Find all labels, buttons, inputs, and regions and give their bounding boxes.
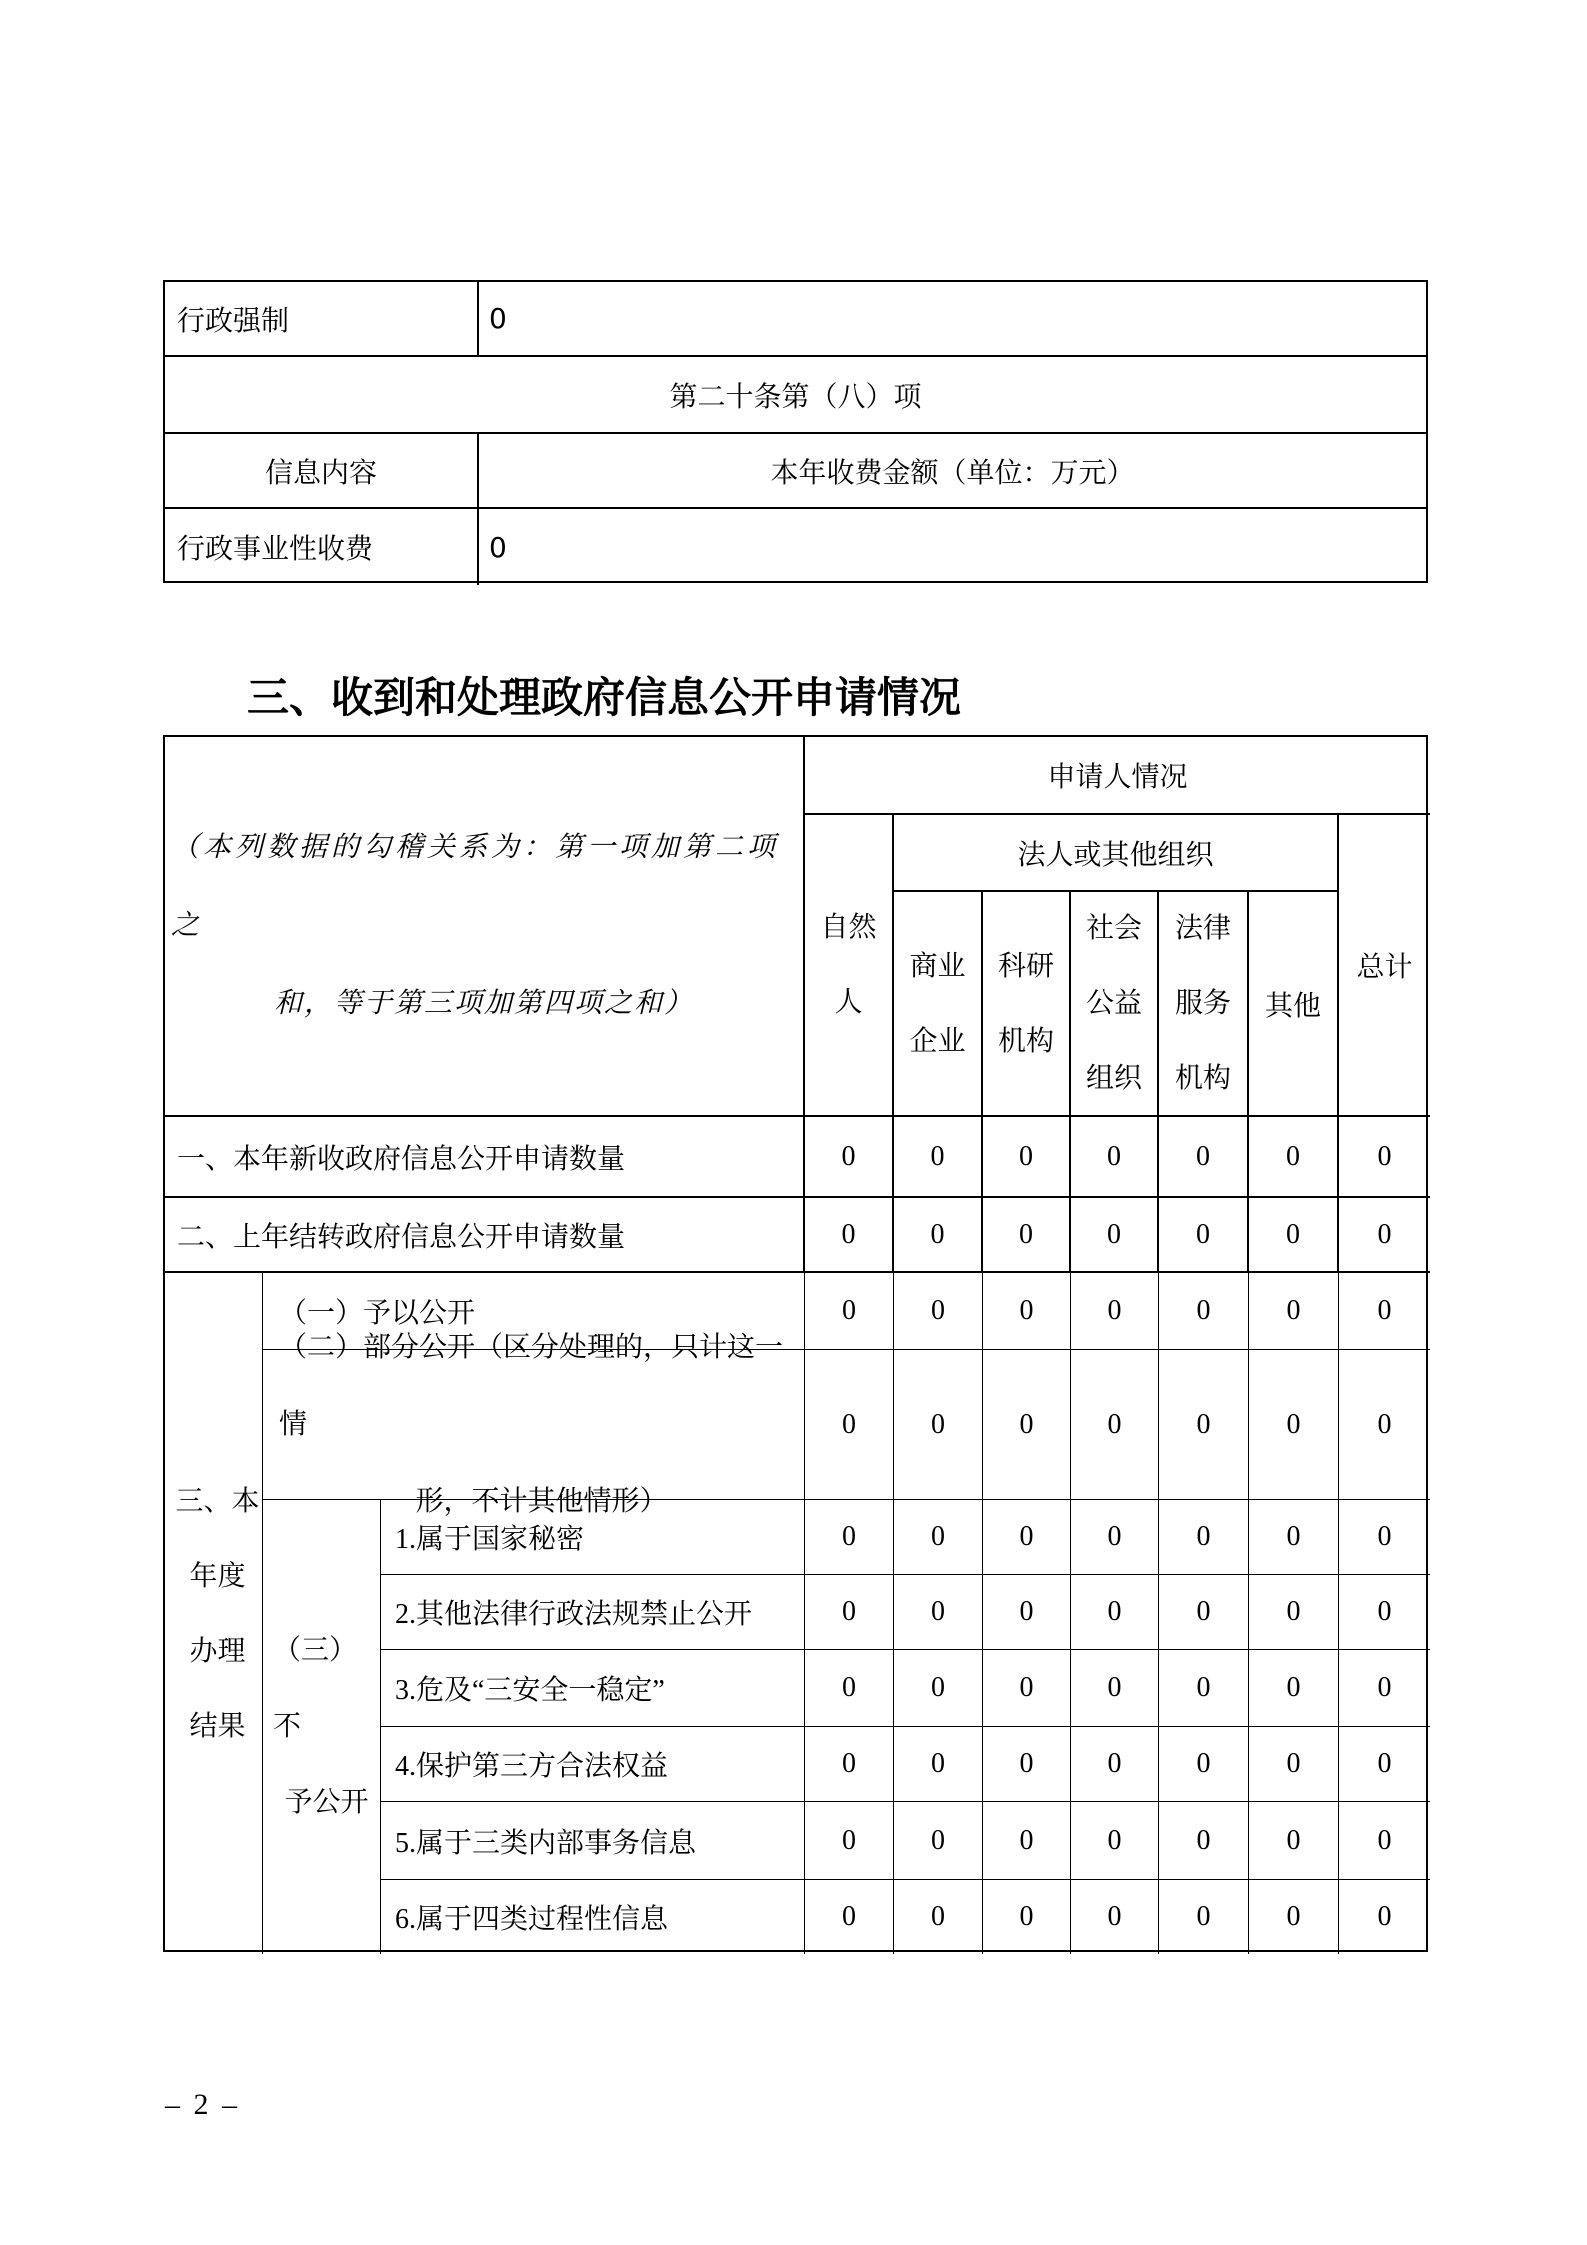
section-label: 三、本 年度 办理 结果 — [165, 1273, 263, 1954]
row-label: 3.危及“三安全一稳定” — [381, 1650, 805, 1727]
value-cell: 0 — [805, 1350, 894, 1500]
value-cell: 0 — [1339, 1727, 1430, 1802]
value-cell: 0 — [1071, 1117, 1159, 1198]
value-cell: 0 — [1249, 1802, 1339, 1880]
value-cell: 0 — [1159, 1117, 1249, 1198]
value-cell: 0 — [1159, 1802, 1249, 1880]
row-label: 行政事业性收费 — [165, 509, 479, 585]
value-cell: 0 — [805, 1198, 894, 1273]
value-cell: 0 — [983, 1350, 1071, 1500]
value-cell: 0 — [983, 1727, 1071, 1802]
value-cell: 0 — [1071, 1350, 1159, 1500]
value-cell: 0 — [1249, 1727, 1339, 1802]
value-cell: 0 — [1159, 1273, 1249, 1350]
row-label: （一）予以公开 — [263, 1273, 805, 1350]
header-natural-person: 自然 人 — [805, 815, 894, 1117]
header-legal-service: 法律 服务 机构 — [1159, 892, 1249, 1117]
value-cell: 0 — [1339, 1650, 1430, 1727]
value-cell: 0 — [894, 1273, 983, 1350]
value-cell: 0 — [983, 1198, 1071, 1273]
header-business: 商业 企业 — [894, 892, 983, 1117]
value-cell: 0 — [1339, 1500, 1430, 1575]
row-label: （二）部分公开（区分处理的，只计这一情 形，不计其他情形） — [263, 1350, 805, 1500]
value-cell: 0 — [983, 1650, 1071, 1727]
note-line: （本列数据的勾稽关系为：第一项加第二项之 — [171, 832, 780, 941]
value-cell: 0 — [1159, 1575, 1249, 1650]
value-cell: 0 — [805, 1117, 894, 1198]
value-cell: 0 — [1071, 1500, 1159, 1575]
header-social: 社会 公益 组织 — [1071, 892, 1159, 1117]
value-cell: 0 — [1071, 1273, 1159, 1350]
value-cell: 0 — [1071, 1650, 1159, 1727]
value-cell: 0 — [894, 1802, 983, 1880]
applications-table — [163, 735, 1428, 1952]
value-cell: 0 — [805, 1575, 894, 1650]
value-cell: 0 — [479, 282, 1426, 357]
value-cell: 0 — [1159, 1880, 1249, 1954]
page-number: – 2 – — [165, 2088, 240, 2121]
value-cell: 0 — [805, 1500, 894, 1575]
merged-row-label: 第二十条第（八）项 — [165, 357, 1426, 434]
value-cell: 0 — [1159, 1727, 1249, 1802]
value-cell: 0 — [1071, 1880, 1159, 1954]
value-cell: 0 — [1071, 1198, 1159, 1273]
value-cell: 0 — [894, 1650, 983, 1727]
value-cell: 0 — [1249, 1880, 1339, 1954]
denied-section-label: （三）不 予公开 — [263, 1500, 381, 1954]
value-cell: 0 — [1071, 1727, 1159, 1802]
section-heading: 三、收到和处理政府信息公开申请情况 — [247, 674, 962, 721]
row-label: 1.属于国家秘密 — [381, 1500, 805, 1575]
value-cell: 0 — [894, 1350, 983, 1500]
note-line: 和，等于第三项加第四项之和） — [273, 988, 694, 1019]
value-cell: 0 — [1249, 1575, 1339, 1650]
value-cell: 0 — [983, 1575, 1071, 1650]
value-cell: 0 — [1249, 1198, 1339, 1273]
value-cell: 0 — [1249, 1500, 1339, 1575]
header-applicant: 申请人情况 — [805, 737, 1430, 815]
value-cell: 0 — [1339, 1575, 1430, 1650]
value-cell: 0 — [805, 1802, 894, 1880]
value-cell: 0 — [894, 1198, 983, 1273]
value-cell: 0 — [1159, 1198, 1249, 1273]
header-total: 总计 — [1339, 815, 1430, 1117]
value-cell: 0 — [1249, 1273, 1339, 1350]
value-cell: 0 — [1159, 1350, 1249, 1500]
value-cell: 0 — [1249, 1650, 1339, 1727]
value-cell: 0 — [894, 1117, 983, 1198]
row-label: 信息内容 — [165, 434, 479, 509]
value-cell: 0 — [1377, 1901, 1392, 1932]
row-label: 行政强制 — [165, 282, 479, 357]
value-cell: 0 — [1159, 1650, 1249, 1727]
row-label: 4.保护第三方合法权益 — [381, 1727, 805, 1802]
value-cell: 0 — [1249, 1350, 1339, 1500]
value-cell: 0 — [1071, 1802, 1159, 1880]
header-other: 其他 — [1249, 892, 1339, 1117]
value-cell: 0 — [894, 1880, 983, 1954]
fees-table — [163, 280, 1428, 583]
value-cell: 0 — [1339, 1802, 1430, 1880]
value-cell: 0 — [489, 530, 507, 564]
value-cell: 0 — [894, 1575, 983, 1650]
value-cell: 0 — [983, 1117, 1071, 1198]
value-cell: 0 — [894, 1500, 983, 1575]
value-cell: 0 — [1249, 1117, 1339, 1198]
row-label: 一、本年新收政府信息公开申请数量 — [165, 1117, 805, 1198]
value-cell: 0 — [805, 1880, 894, 1954]
value-cell: 0 — [805, 1727, 894, 1802]
value-cell: 0 — [983, 1500, 1071, 1575]
value-cell: 0 — [983, 1880, 1071, 1954]
value-cell: 0 — [894, 1727, 983, 1802]
note-cell — [165, 737, 805, 1117]
value-cell: 0 — [1159, 1500, 1249, 1575]
value-cell: 0 — [1339, 1273, 1430, 1350]
value-cell: 0 — [1339, 1198, 1430, 1273]
header-legal-org: 法人或其他组织 — [894, 815, 1339, 892]
value-cell: 0 — [805, 1273, 894, 1350]
value-cell: 0 — [1339, 1117, 1430, 1198]
value-cell: 0 — [983, 1802, 1071, 1880]
row-label: 5.属于三类内部事务信息 — [381, 1802, 805, 1880]
value-cell: 0 — [1339, 1350, 1430, 1500]
row-label: 二、上年结转政府信息公开申请数量 — [165, 1198, 805, 1273]
value-cell: 0 — [805, 1650, 894, 1727]
column-header: 本年收费金额（单位：万元） — [479, 434, 1426, 509]
header-research: 科研 机构 — [983, 892, 1071, 1117]
row-label: 2.其他法律行政法规禁止公开 — [381, 1575, 805, 1650]
value-cell: 0 — [983, 1273, 1071, 1350]
row-label: 6.属于四类过程性信息 — [381, 1880, 805, 1954]
value-cell: 0 — [1071, 1575, 1159, 1650]
